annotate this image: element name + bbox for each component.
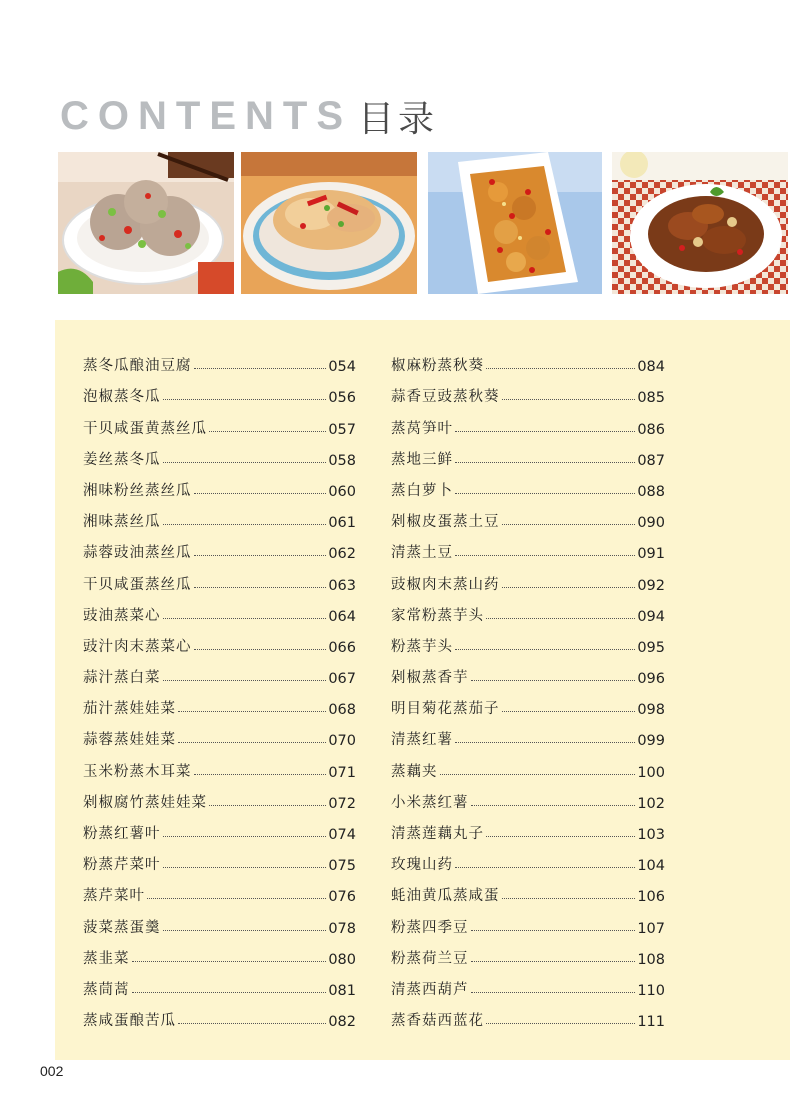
- dot-leader: [147, 897, 326, 899]
- dot-leader: [486, 835, 635, 837]
- toc-entry[interactable]: [391, 937, 665, 968]
- toc-entry-page: 056: [328, 390, 356, 407]
- fried-chili-chicken-photo: [428, 152, 602, 294]
- toc-entry-page: 092: [637, 577, 665, 594]
- toc-entry[interactable]: [83, 874, 356, 905]
- toc-entry-page: 102: [637, 795, 665, 812]
- toc-entry-page: 075: [328, 858, 356, 875]
- toc-entry-page: 058: [328, 452, 356, 469]
- page-number: 002: [40, 1063, 64, 1079]
- toc-entry-title: 豉椒肉末蒸山药: [391, 576, 500, 593]
- toc-entry[interactable]: [391, 438, 665, 469]
- dot-leader: [163, 617, 327, 619]
- toc-entry-title: 剁椒腐竹蒸娃娃菜: [83, 794, 207, 811]
- dot-leader: [471, 679, 636, 681]
- toc-entry-page: 076: [328, 889, 356, 906]
- dot-leader: [486, 617, 635, 619]
- toc-entry-title: 蚝油黄瓜蒸咸蛋: [391, 888, 500, 905]
- title-chinese: 目录: [358, 98, 439, 140]
- toc-entry[interactable]: [83, 843, 356, 874]
- dot-leader: [194, 648, 327, 650]
- toc-entry-title: 干贝咸蛋蒸丝瓜: [83, 576, 192, 593]
- toc-entry-title: 蒸韭菜: [83, 950, 130, 967]
- dot-leader: [471, 804, 636, 806]
- dot-leader: [455, 741, 635, 743]
- toc-entry-page: 085: [637, 390, 665, 407]
- toc-entry[interactable]: [83, 500, 356, 531]
- toc-entry-page: 062: [328, 546, 356, 563]
- dot-leader: [502, 398, 636, 400]
- toc-entry[interactable]: [83, 469, 356, 500]
- toc-entry-title: 湘味粉丝蒸丝瓜: [83, 482, 192, 499]
- toc-entry-page: 072: [328, 795, 356, 812]
- dot-leader: [194, 773, 327, 775]
- toc-entry-title: 小米蒸红薯: [391, 794, 469, 811]
- toc-entry[interactable]: [391, 500, 665, 531]
- dot-leader: [440, 773, 636, 775]
- page-title: [60, 92, 438, 140]
- toc-entry-title: 清蒸土豆: [391, 545, 453, 562]
- toc-entry-title: 清蒸莲藕丸子: [391, 826, 484, 842]
- toc-entry-title: 茄汁蒸娃娃菜: [83, 701, 176, 718]
- toc-entry-page: 060: [328, 483, 356, 500]
- toc-entry[interactable]: [83, 656, 356, 687]
- toc-entry-title: 蒸白萝卜: [391, 482, 453, 499]
- toc-entry[interactable]: [83, 999, 356, 1030]
- dot-leader: [471, 991, 636, 993]
- toc-entry-title: 蒸冬瓜酿油豆腐: [83, 358, 192, 375]
- toc-entry[interactable]: [83, 781, 356, 812]
- toc-entry[interactable]: [83, 937, 356, 968]
- dot-leader: [209, 804, 326, 806]
- toc-entry-page: 066: [328, 639, 356, 656]
- toc-entry-title: 剁椒皮蛋蒸土豆: [391, 514, 500, 531]
- toc-entry-title: 湘味蒸丝瓜: [83, 514, 161, 531]
- toc-entry-title: 蒸茼蒿: [83, 981, 130, 998]
- dot-leader: [163, 523, 327, 525]
- dot-leader: [132, 960, 327, 962]
- toc-entry[interactable]: [83, 406, 356, 437]
- toc-entry[interactable]: [83, 749, 356, 780]
- dot-leader: [471, 960, 636, 962]
- toc-entry[interactable]: [391, 562, 665, 593]
- steamed-chicken-photo: [241, 152, 417, 294]
- toc-panel: [55, 320, 790, 1060]
- toc-entry-title: 椒麻粉蒸秋葵: [391, 358, 484, 375]
- toc-entry-page: 067: [328, 671, 356, 688]
- toc-entry-title: 蒜蓉豉油蒸丝瓜: [83, 545, 192, 562]
- toc-entry-page: 110: [637, 982, 665, 999]
- toc-entry-page: 081: [328, 982, 356, 999]
- toc-entry-title: 豉汁肉末蒸菜心: [83, 638, 192, 655]
- toc-entry-page: 111: [637, 1014, 665, 1031]
- toc-entry-page: 099: [637, 733, 665, 750]
- toc-entry[interactable]: [83, 687, 356, 718]
- toc-entry-title: 清蒸红薯: [391, 732, 453, 749]
- dot-leader: [178, 710, 326, 712]
- toc-entry-title: 粉蒸芋头: [391, 638, 453, 655]
- dot-leader: [455, 648, 635, 650]
- toc-entry-page: 106: [637, 889, 665, 906]
- dot-leader: [455, 430, 635, 432]
- toc-entry[interactable]: [391, 531, 665, 562]
- dot-leader: [502, 523, 636, 525]
- toc-entry-page: 107: [637, 920, 665, 937]
- toc-entry-title: 粉蒸荷兰豆: [391, 950, 469, 967]
- toc-entry-page: 091: [637, 546, 665, 563]
- toc-column-right: [391, 344, 665, 1030]
- toc-entry[interactable]: [83, 562, 356, 593]
- toc-entry-title: 蒸芹菜叶: [83, 888, 145, 905]
- toc-entry-page: 068: [328, 702, 356, 719]
- dot-leader: [486, 1022, 635, 1024]
- dot-leader: [163, 461, 327, 463]
- toc-entry-page: 095: [637, 639, 665, 656]
- toc-entry-title: 蒜汁蒸白菜: [83, 670, 161, 687]
- toc-entry-title: 姜丝蒸冬瓜: [83, 451, 161, 468]
- dot-leader: [209, 430, 326, 432]
- toc-entry-title: 蒸咸蛋酿苦瓜: [83, 1013, 176, 1030]
- dot-leader: [502, 586, 636, 588]
- toc-entry-title: 蒸香菇西蓝花: [391, 1013, 484, 1030]
- toc-entry[interactable]: [83, 905, 356, 936]
- toc-entry[interactable]: [391, 781, 665, 812]
- toc-entry-title: 家常粉蒸芋头: [391, 607, 484, 624]
- dot-leader: [455, 461, 635, 463]
- steamed-tofu-balls-photo: [58, 152, 234, 294]
- toc-entry-page: 096: [637, 671, 665, 688]
- dot-leader: [455, 866, 635, 868]
- dot-leader: [178, 1022, 326, 1024]
- dot-leader: [163, 398, 327, 400]
- toc-entry[interactable]: [83, 438, 356, 469]
- toc-entry[interactable]: [83, 594, 356, 625]
- toc-entry[interactable]: [391, 718, 665, 749]
- toc-entry[interactable]: [391, 344, 665, 375]
- toc-entry[interactable]: [391, 594, 665, 625]
- toc-entry[interactable]: [391, 625, 665, 656]
- toc-entry-title: 粉蒸芹菜叶: [83, 857, 161, 874]
- toc-entry-page: 088: [637, 483, 665, 500]
- toc-entry-page: 098: [637, 702, 665, 719]
- dot-leader: [486, 367, 635, 369]
- toc-entry[interactable]: [83, 968, 356, 999]
- dot-leader: [455, 492, 635, 494]
- toc-entry[interactable]: [391, 968, 665, 999]
- dot-leader: [194, 586, 327, 588]
- toc-entry-page: 054: [328, 359, 356, 376]
- toc-entry-title: 粉蒸红薯叶: [83, 826, 161, 842]
- toc-entry[interactable]: [83, 812, 356, 843]
- toc-entry-page: 074: [328, 827, 356, 843]
- toc-entry-title: 粉蒸四季豆: [391, 919, 469, 936]
- dot-leader: [502, 897, 636, 899]
- toc-entry[interactable]: [391, 656, 665, 687]
- dot-leader: [163, 835, 327, 837]
- toc-entry-title: 玉米粉蒸木耳菜: [83, 763, 192, 780]
- toc-entry[interactable]: [83, 718, 356, 749]
- dot-leader: [502, 710, 636, 712]
- toc-entry[interactable]: [391, 749, 665, 780]
- toc-entry-page: 080: [328, 951, 356, 968]
- toc-entry-page: 090: [637, 515, 665, 532]
- toc-entry[interactable]: [391, 406, 665, 437]
- dot-leader: [471, 929, 636, 931]
- braised-meat-photo: [612, 152, 788, 294]
- toc-entry-page: 108: [637, 951, 665, 968]
- toc-entry[interactable]: [391, 999, 665, 1030]
- toc-entry[interactable]: [391, 905, 665, 936]
- toc-entry-page: 084: [637, 359, 665, 376]
- dot-leader: [455, 554, 635, 556]
- toc-entry[interactable]: [83, 344, 356, 375]
- toc-entry-title: 蒸地三鲜: [391, 451, 453, 468]
- dot-leader: [163, 679, 327, 681]
- toc-entry-page: 061: [328, 515, 356, 532]
- toc-entry-page: 082: [328, 1014, 356, 1031]
- toc-entry-page: 057: [328, 421, 356, 438]
- photo-strip: [0, 152, 790, 294]
- toc-entry-title: 蒜香豆豉蒸秋葵: [391, 389, 500, 406]
- toc-entry-title: 泡椒蒸冬瓜: [83, 389, 161, 406]
- toc-entry-title: 蒸莴笋叶: [391, 420, 453, 437]
- toc-entry[interactable]: [391, 812, 665, 843]
- dot-leader: [194, 492, 327, 494]
- toc-entry-title: 清蒸西葫芦: [391, 981, 469, 998]
- dot-leader: [163, 866, 327, 868]
- toc-entry[interactable]: [391, 469, 665, 500]
- toc-entry-page: 103: [637, 827, 665, 843]
- toc-entry-page: 063: [328, 577, 356, 594]
- dot-leader: [178, 741, 326, 743]
- toc-entry-title: 蒜蓉蒸娃娃菜: [83, 732, 176, 749]
- toc-entry-page: 071: [328, 764, 356, 781]
- toc-entry[interactable]: [391, 874, 665, 905]
- toc-entry-page: 070: [328, 733, 356, 750]
- toc-entry-page: 078: [328, 920, 356, 937]
- toc-entry-page: 104: [637, 858, 665, 875]
- toc-entry-title: 玫瑰山药: [391, 857, 453, 874]
- title-english: CONTENTS: [60, 93, 352, 138]
- toc-entry-title: 明目菊花蒸茄子: [391, 701, 500, 718]
- toc-entry-title: 蒸藕夹: [391, 763, 438, 780]
- toc-entry-title: 豉油蒸菜心: [83, 607, 161, 624]
- toc-entry[interactable]: [391, 687, 665, 718]
- toc-entry[interactable]: [83, 531, 356, 562]
- toc-entry-page: 094: [637, 608, 665, 625]
- dot-leader: [132, 991, 327, 993]
- toc-entry[interactable]: [83, 625, 356, 656]
- toc-entry-page: 100: [637, 764, 665, 781]
- toc-entry[interactable]: [391, 843, 665, 874]
- toc-entry-page: 086: [637, 421, 665, 438]
- toc-entry[interactable]: [391, 375, 665, 406]
- dot-leader: [194, 554, 327, 556]
- toc-entry-page: 087: [637, 452, 665, 469]
- toc-entry[interactable]: [83, 375, 356, 406]
- dot-leader: [163, 929, 327, 931]
- toc-entry-title: 剁椒蒸香芋: [391, 670, 469, 687]
- toc-entry-title: 菠菜蒸蛋羹: [83, 919, 161, 936]
- toc-column-left: [83, 344, 356, 1030]
- toc-entry-title: 干贝咸蛋黄蒸丝瓜: [83, 420, 207, 437]
- dot-leader: [194, 367, 327, 369]
- toc-entry-page: 064: [328, 608, 356, 625]
